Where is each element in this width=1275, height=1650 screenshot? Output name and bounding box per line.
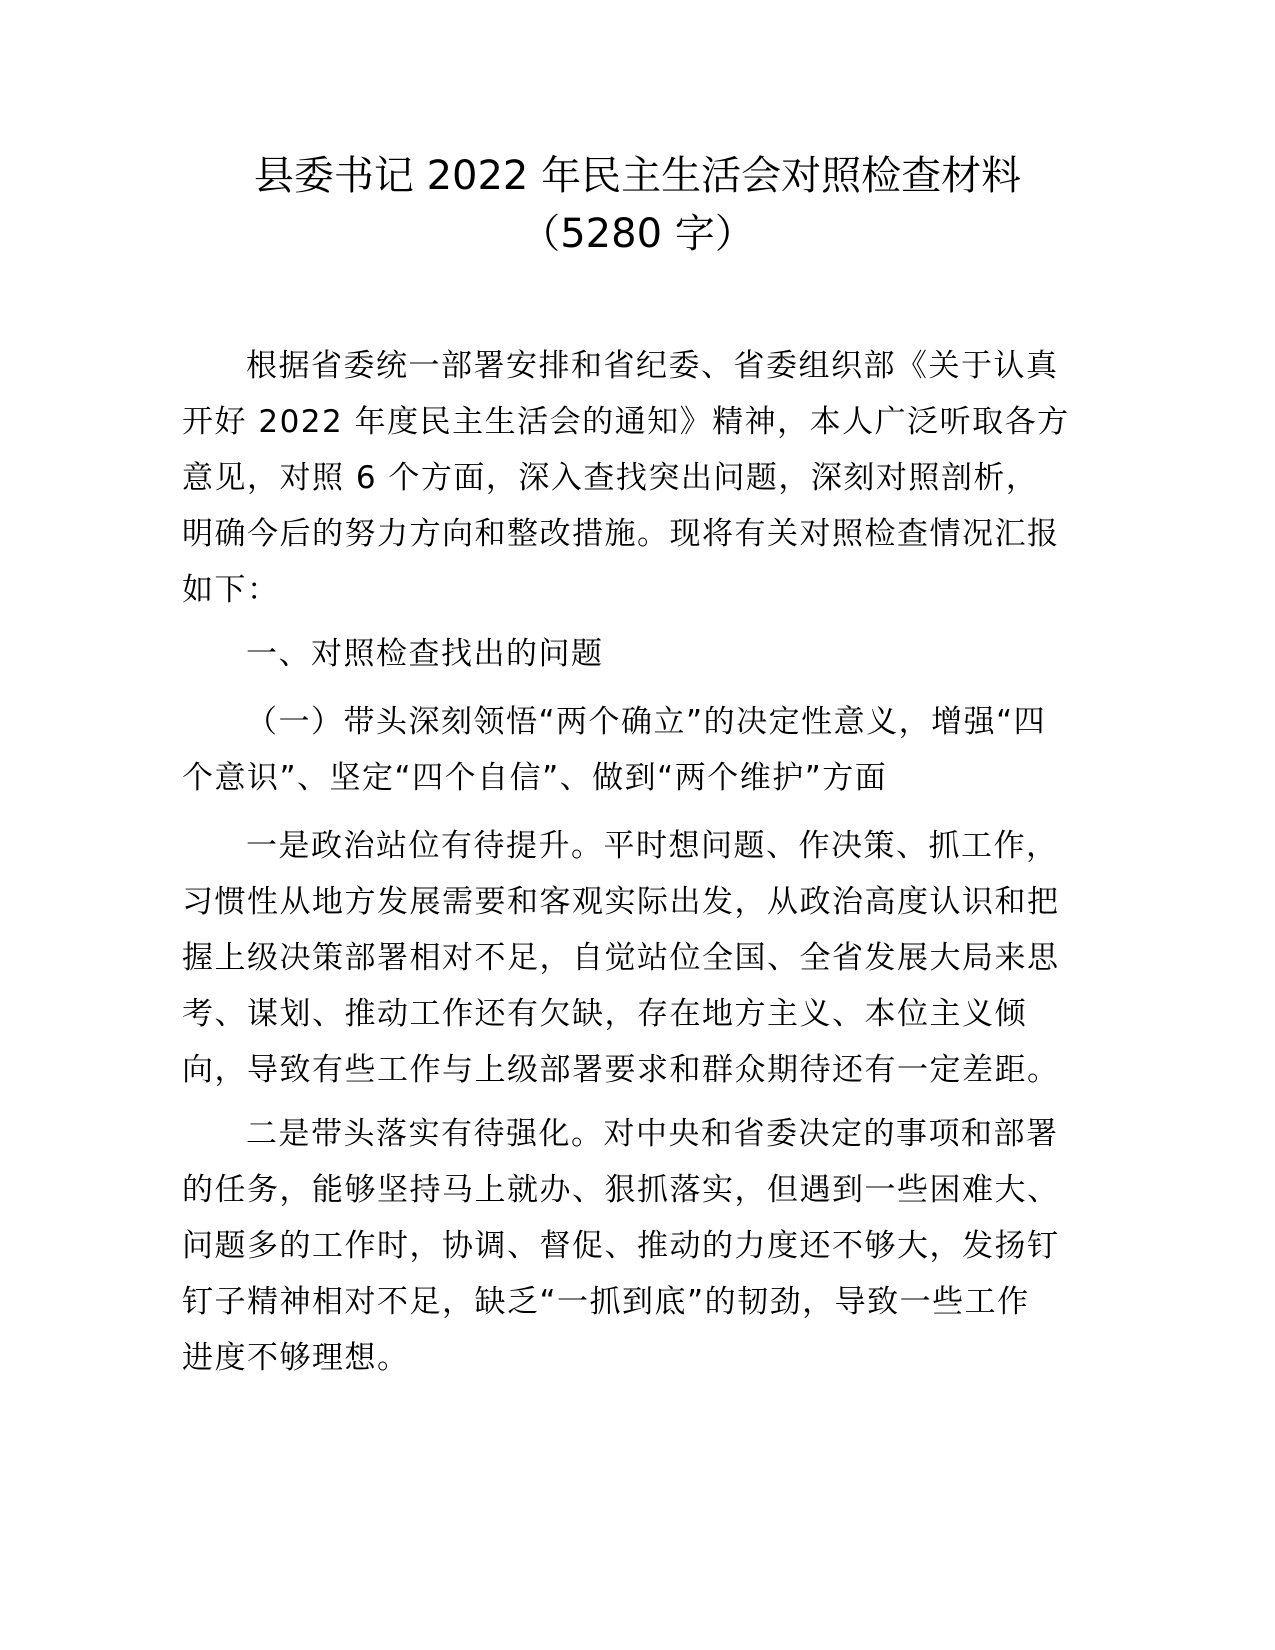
text-line: 明确今后的努力方向和整改措施。现将有关对照检查情况汇报 [182, 516, 1060, 552]
point-2-paragraph [182, 1106, 1082, 1386]
text-line: 问题多的工作时，协调、督促、推动的力度还不够大，发扬钉 [182, 1228, 1060, 1264]
text-line: 意见，对照 6 个方面，深入查找突出问题，深刻对照剖析， [182, 460, 1039, 496]
text-line: 二是带头落实有待强化。对中央和省委决定的事项和部署 [246, 1116, 1059, 1152]
text-line: 进度不够理想。 [182, 1340, 410, 1376]
text-line: 如下： [182, 572, 280, 608]
text-line: 个意识”、坚定“四个自信”、做到“两个维护”方面 [182, 760, 888, 796]
text-line: 习惯性从地方发展需要和客观实际出发，从政治高度认识和把 [182, 884, 1060, 920]
intro-paragraph [182, 338, 1082, 618]
text-line: 的任务，能够坚持马上就办、狠抓落实，但遇到一些困难大、 [182, 1172, 1060, 1208]
text-line: 开好 2022 年度民主生活会的通知》精神，本人广泛听取各方 [182, 404, 1070, 440]
text-line: 考、谋划、推动工作还有欠缺，存在地方主义、本位主义倾 [182, 996, 1027, 1032]
text-line: 向，导致有些工作与上级部署要求和群众期待还有一定差距。 [182, 1052, 1060, 1088]
subsection-heading-1 [182, 694, 1082, 806]
text-line: 根据省委统一部署安排和省纪委、省委组织部《关于认真 [246, 348, 1059, 384]
text-line: （一）带头深刻领悟“两个确立”的决定性意义，增强“四 [246, 704, 1047, 740]
text-line: 一、对照检查找出的问题 [246, 636, 604, 672]
point-1-paragraph [182, 818, 1082, 1098]
section-heading-1 [182, 626, 1082, 682]
text-line: 握上级决策部署相对不足，自觉站位全国、全省发展大局来思 [182, 940, 1060, 976]
document-subtitle-word-count: （5280 字） [520, 211, 755, 257]
document-title: 县委书记 2022 年民主生活会对照检查材料 [253, 153, 1022, 199]
text-line: 一是政治站位有待提升。平时想问题、作决策、抓工作， [246, 828, 1059, 864]
text-line: 钉子精神相对不足，缺乏“一抓到底”的韧劲，导致一些工作 [182, 1284, 1030, 1320]
